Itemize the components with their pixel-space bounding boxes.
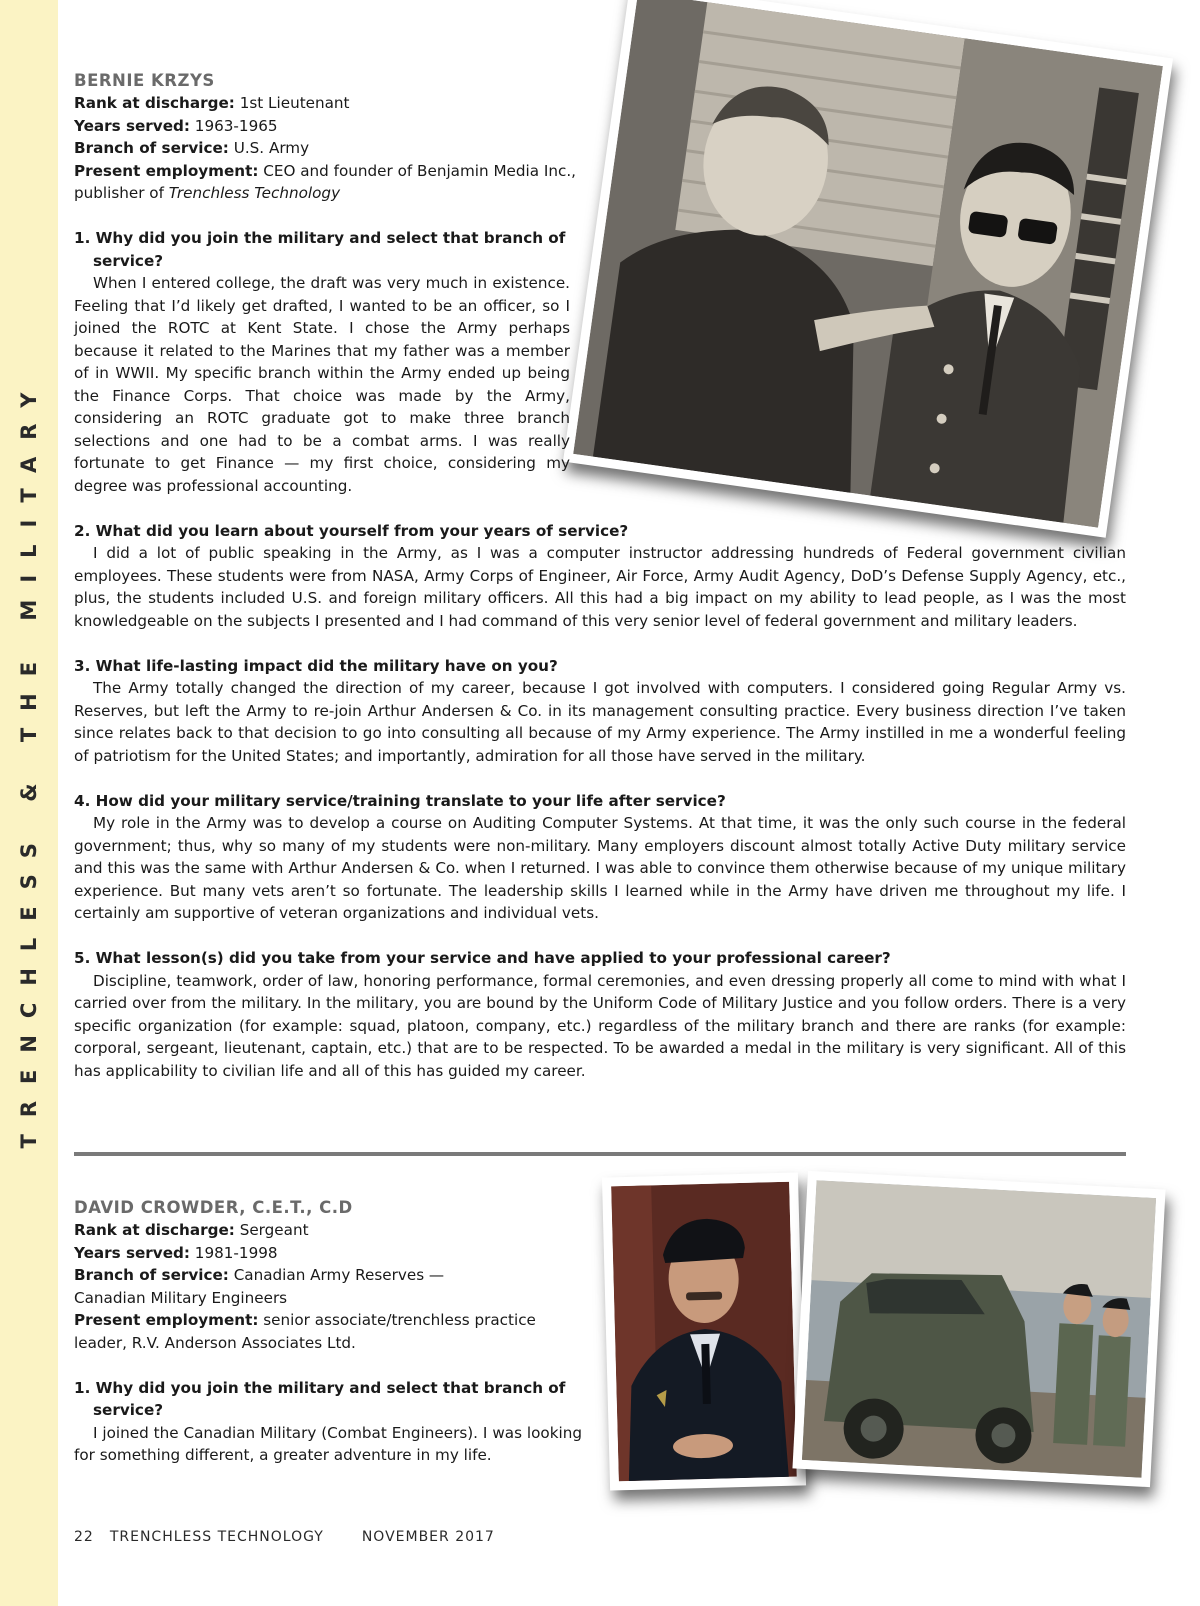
photo-vehicle <box>792 1171 1165 1487</box>
branch-row <box>74 1264 464 1309</box>
answer-4: My role in the Army was to develop a course on Auditing Computer Systems. At that time, it was the only such course in the federal government; thus, why so many of my students were non-military. Many employers discount almost totally Active Duty military service and this was the same with Arthur Andersen & Co. when I returned. I was able to convince them otherwise because of my unique military experience. But many vets aren’t so fortunate. The leadership skills I learned while in the Army have driven me throughout my life. I certainly am supportive of veteran organizations and individual vets. <box>74 814 1126 922</box>
branch-value: Canadian Army Reserves — Canadian Military Engineers <box>74 1266 445 1307</box>
answer-3: The Army totally changed the direction of my career, because I got involved with computers. I considered going Regular Army vs. Reserves, but left the Army to re-join Arthur Andersen & Co. in its management consulting practice. Every business direction I’ve taken since relates back to that decision to go into consulting all because of my Army experience. The Army instilled in me a wonderful feeling of patriotism for the United States; and importantly, admiration for all those have served in the military. <box>74 679 1126 765</box>
years-value: 1981-1998 <box>194 1243 278 1262</box>
footer-date: NOVEMBER 2017 <box>361 1529 495 1545</box>
answer-1: When I entered college, the draft was very much in existence. Feeling that I’d likely get drafted, I wanted to be an officer, so I joined the ROTC at Kent State. I chose the Army perhaps because it related to the Marines that my father was a member of in WWII. My specific branch within the Army ended up being the Finance Corps. That choice was made by the Army, considering an ROTC graduate got to make three branch selections and one had to be a combat arms. I was really fortunate to get Finance — my first choice, considering my degree was professional accounting. <box>74 274 570 495</box>
answer-1: I joined the Canadian Military (Combat Engineers). I was looking for something different, a greater adventure in my life. <box>74 1423 582 1464</box>
question-1: 1. Why did you join the military and select that branch of service? <box>74 1378 566 1419</box>
footer-publication: TRENCHLESS TECHNOLOGY <box>109 1529 324 1545</box>
vehicle-image <box>802 1180 1156 1477</box>
years-label: Years served: <box>74 116 190 135</box>
rank-row <box>74 92 1126 115</box>
section-divider <box>74 1152 1126 1156</box>
rank-label: Rank at discharge: <box>74 94 235 112</box>
employment-row <box>74 1309 564 1354</box>
years-row <box>74 115 1126 138</box>
answer-5: Discipline, teamwork, order of law, honoring performance, formal ceremonies, and even dressing properly all come to mind with what I carried over from the military. In the military, you are bound by the Uniform Code of Military Justice and you follow orders. There is a very specific organization (for example: squad, platoon, company, etc.) regardless of the military branch and there are ranks (for example: corporal, sergeant, lieutenant, captain, etc.) that are to be respected. To be awarded a medal in the military is very significant. All of this has applicability to civilian life and all of this has guided my career. <box>74 971 1126 1080</box>
employment-row <box>74 160 604 205</box>
profile-david-crowder <box>74 1197 586 1467</box>
rank-row <box>74 1219 586 1242</box>
question-3: 3. What life-lasting impact did the military have on you? <box>74 656 558 675</box>
rank-label: Rank at discharge: <box>74 1221 235 1239</box>
side-band <box>0 0 58 1606</box>
section-label: TRENCHLESS & THE MILITARY <box>17 375 41 1149</box>
years-label: Years served: <box>74 1243 190 1262</box>
branch-label: Branch of service: <box>74 139 229 157</box>
photo-portrait <box>602 1172 806 1490</box>
years-row <box>74 1242 586 1265</box>
employment-value: CEO and founder of Benjamin Media Inc., publisher of <box>74 161 576 202</box>
rank-value: Sergeant <box>239 1221 309 1239</box>
profile-bernie-krzys <box>74 70 1126 1082</box>
branch-row <box>74 137 1126 160</box>
page-footer <box>74 1529 511 1545</box>
rank-value: 1st Lieutenant <box>239 94 350 112</box>
profile-name: BERNIE KRZYS <box>74 71 215 90</box>
page-number: 22 <box>74 1529 94 1545</box>
employment-value: senior associate/trenchless practice leader, R.V. Anderson Associates Ltd. <box>74 1311 536 1352</box>
question-1: 1. Why did you join the military and select that branch of service? <box>74 229 566 270</box>
question-2: 2. What did you learn about yourself from your years of service? <box>74 521 629 540</box>
branch-label: Branch of service: <box>74 1266 229 1284</box>
branch-value: U.S. Army <box>233 139 310 157</box>
answer-2: I did a lot of public speaking in the Army, as I was a computer instructor addressing hundreds of Federal government civilian employees. These students were from NASA, Army Corps of Engineer, Air Force, Army Audit Agency, DoD’s Defense Supply Agency, etc., plus, the students included U.S. and foreign military officers. All this had a big impact on my ability to lead people, as I was the most knowledgeable on the subjects I presented and I had command of this very senior level of federal government and military leaders. <box>74 544 1126 630</box>
question-5: 5. What lesson(s) did you take from your service and have applied to your professional career? <box>74 949 891 967</box>
employment-label: Present employment: <box>74 161 259 180</box>
profile-name: DAVID CROWDER, C.E.T., C.D <box>74 1198 353 1217</box>
years-value: 1963-1965 <box>194 116 278 135</box>
publication-name: Trenchless Technology <box>168 184 341 202</box>
employment-label: Present employment: <box>74 1311 259 1329</box>
portrait-image <box>611 1182 797 1482</box>
question-4: 4. How did your military service/training translate to your life after service? <box>74 791 726 810</box>
